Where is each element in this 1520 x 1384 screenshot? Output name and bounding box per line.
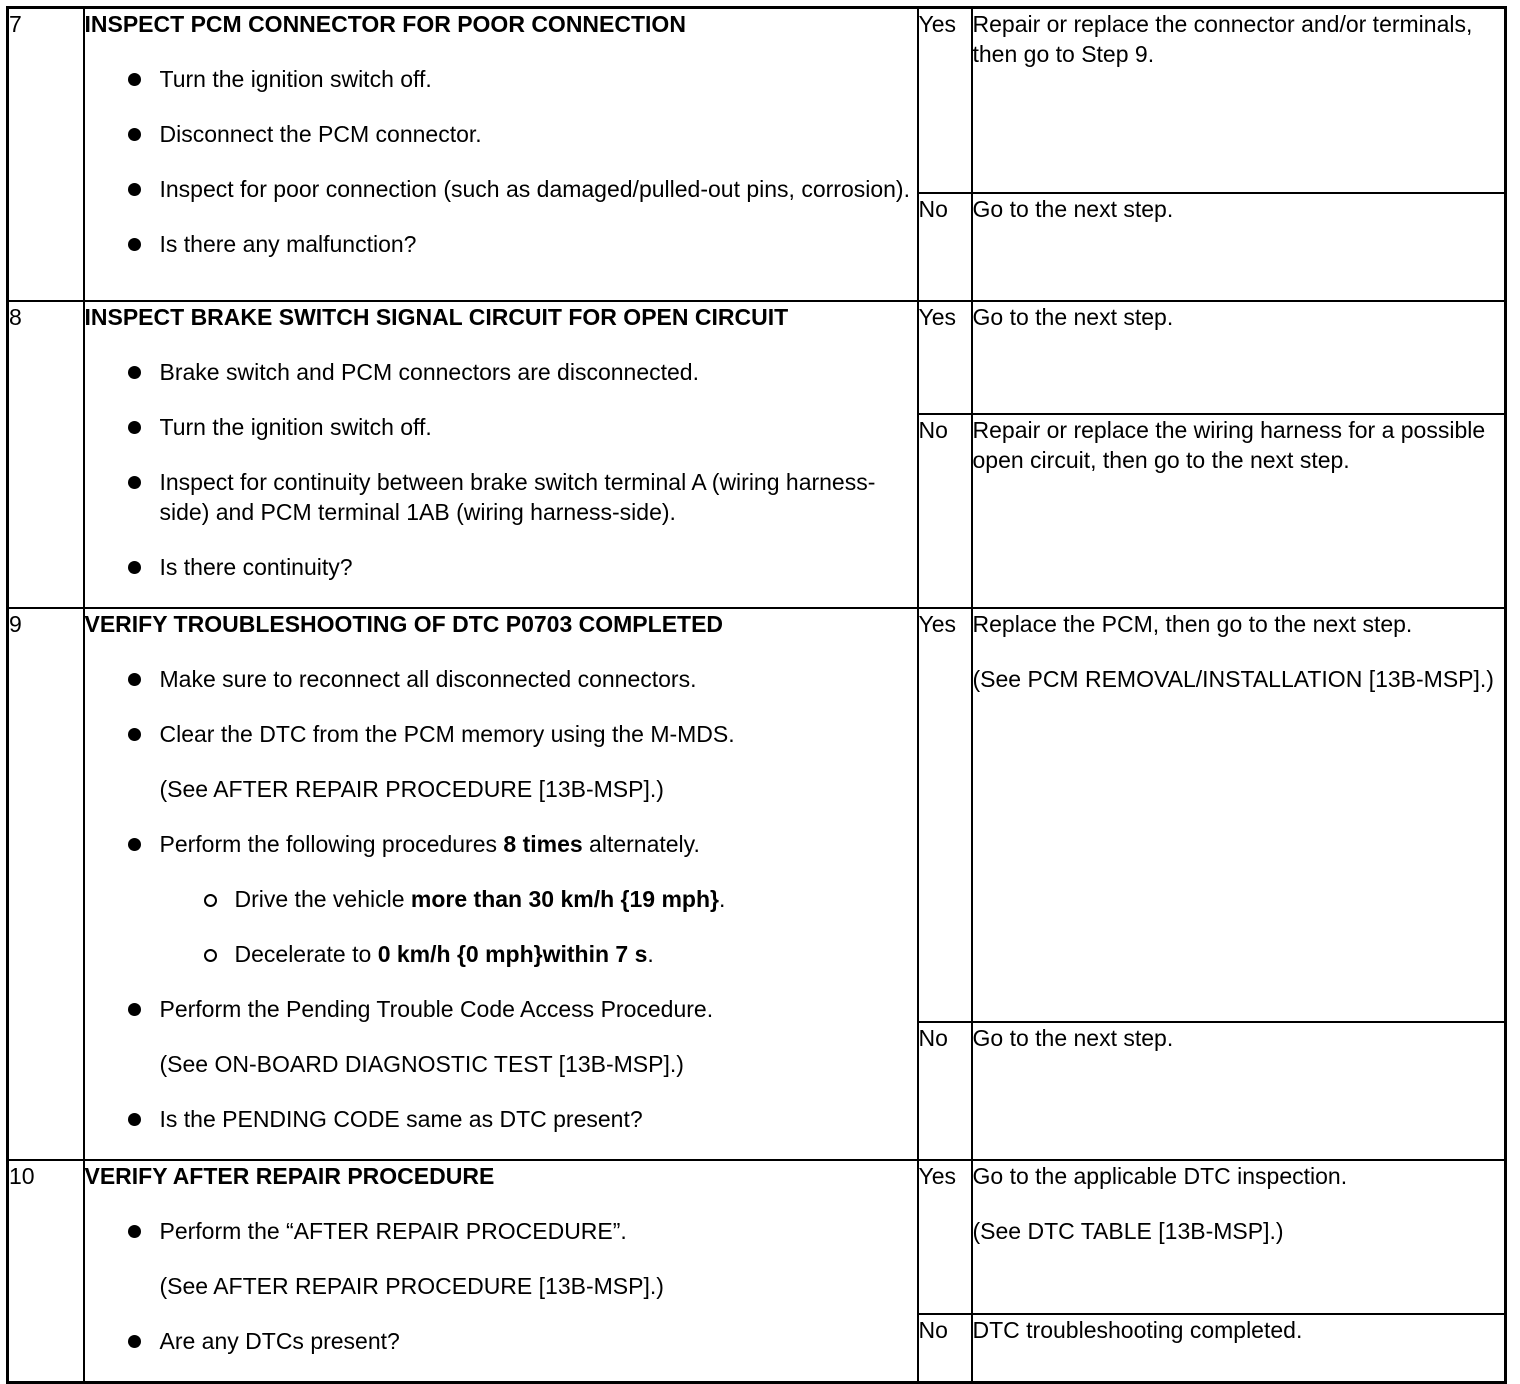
no-action bbox=[972, 1022, 1506, 1160]
step-row-10 bbox=[8, 1160, 1506, 1315]
sub-bullet bbox=[85, 884, 917, 914]
step-description bbox=[84, 301, 918, 608]
step-bullet bbox=[85, 829, 917, 859]
bullet-text: . bbox=[647, 940, 654, 967]
step-bullet: Make sure to reconnect all disconnected connectors. bbox=[85, 664, 917, 694]
sub-bullet bbox=[85, 939, 917, 969]
yes-action bbox=[972, 8, 1506, 193]
no-action bbox=[972, 1314, 1506, 1382]
action-text: Go to the next step. bbox=[972, 1025, 1174, 1051]
no-action bbox=[972, 193, 1506, 301]
step-bullet: Is there any malfunction? bbox=[85, 229, 917, 259]
step-title: VERIFY AFTER REPAIR PROCEDURE bbox=[84, 1162, 495, 1189]
yes-label: Yes bbox=[918, 1160, 972, 1315]
step-bullet: Turn the ignition switch off. bbox=[85, 412, 917, 442]
action-text: Go to the next step. bbox=[972, 195, 1174, 222]
step-description bbox=[84, 608, 918, 1160]
step-title: VERIFY TROUBLESHOOTING OF DTC P0703 COMPLETED bbox=[84, 610, 724, 637]
reference-note: (See PCM REMOVAL/INSTALLATION [13B-MSP].) bbox=[972, 665, 1494, 692]
diagnostic-procedure-table bbox=[6, 6, 1507, 1384]
step-bullet: Turn the ignition switch off. bbox=[85, 64, 917, 94]
step-number: 9 bbox=[8, 608, 84, 1160]
step-number: 7 bbox=[8, 8, 84, 301]
step-bullet: Are any DTCs present? bbox=[85, 1326, 917, 1356]
bullet-text: . bbox=[718, 885, 726, 912]
step-row-8 bbox=[8, 301, 1506, 415]
yes-label: Yes bbox=[918, 608, 972, 1023]
yes-label: Yes bbox=[918, 8, 972, 193]
step-bullet: Clear the DTC from the PCM memory using the M-MDS. bbox=[85, 719, 917, 749]
step-bullet: Perform the “AFTER REPAIR PROCEDURE”. bbox=[85, 1216, 917, 1246]
step-title: INSPECT PCM CONNECTOR FOR POOR CONNECTION bbox=[84, 11, 686, 37]
no-label: No bbox=[918, 414, 972, 607]
bullet-emphasis: 8 times bbox=[503, 830, 583, 857]
bullet-emphasis: 0 km/h {0 mph}within 7 s bbox=[377, 940, 648, 967]
reference-note: (See DTC TABLE [13B-MSP].) bbox=[972, 1217, 1284, 1244]
action-text: Repair or replace the wiring harness for a possible open circuit, then go to the next step. bbox=[972, 417, 1486, 474]
bullet-emphasis: more than 30 km/h {19 mph} bbox=[410, 885, 719, 912]
yes-action bbox=[972, 301, 1506, 415]
no-action bbox=[972, 414, 1506, 607]
action-text: DTC troubleshooting completed. bbox=[972, 1317, 1303, 1344]
step-row-7 bbox=[8, 8, 1506, 193]
step-bullet: Perform the Pending Trouble Code Access Procedure. bbox=[85, 994, 917, 1024]
yes-action bbox=[972, 608, 1506, 1023]
step-bullet: Is the PENDING CODE same as DTC present? bbox=[85, 1104, 917, 1134]
step-description bbox=[84, 1160, 918, 1383]
step-bullet: Inspect for continuity between brake switch terminal A (wiring harness-side) and PCM terminal 1AB (wiring harness-side). bbox=[85, 467, 917, 527]
reference-note: (See ON-BOARD DIAGNOSTIC TEST [13B-MSP].) bbox=[159, 1050, 684, 1077]
reference-note: (See AFTER REPAIR PROCEDURE [13B-MSP].) bbox=[159, 775, 664, 802]
step-bullet: Inspect for poor connection (such as damaged/pulled-out pins, corrosion). bbox=[85, 174, 917, 204]
yes-label: Yes bbox=[918, 301, 972, 415]
step-bullet: Disconnect the PCM connector. bbox=[85, 119, 917, 149]
bullet-text: alternately. bbox=[582, 830, 700, 857]
step-title: INSPECT BRAKE SWITCH SIGNAL CIRCUIT FOR OPEN CIRCUIT bbox=[84, 303, 789, 330]
action-text: Repair or replace the connector and/or terminals, then go to Step 9. bbox=[972, 11, 1473, 67]
action-text: Replace the PCM, then go to the next step. bbox=[972, 610, 1413, 637]
bullet-text: Decelerate to bbox=[234, 940, 378, 967]
yes-action bbox=[972, 1160, 1506, 1315]
step-description bbox=[84, 8, 918, 301]
action-text: Go to the next step. bbox=[972, 303, 1174, 330]
bullet-text: Drive the vehicle bbox=[234, 885, 411, 912]
no-label: No bbox=[918, 1022, 972, 1160]
step-bullet: Brake switch and PCM connectors are disconnected. bbox=[85, 357, 917, 387]
bullet-text: Perform the following procedures bbox=[159, 830, 504, 857]
action-text: Go to the applicable DTC inspection. bbox=[972, 1162, 1348, 1189]
no-label: No bbox=[918, 1314, 972, 1382]
step-number: 10 bbox=[8, 1160, 84, 1383]
reference-note: (See AFTER REPAIR PROCEDURE [13B-MSP].) bbox=[159, 1272, 664, 1299]
no-label: No bbox=[918, 193, 972, 301]
step-row-9 bbox=[8, 608, 1506, 1023]
step-bullet: Is there continuity? bbox=[85, 552, 917, 582]
step-number: 8 bbox=[8, 301, 84, 608]
